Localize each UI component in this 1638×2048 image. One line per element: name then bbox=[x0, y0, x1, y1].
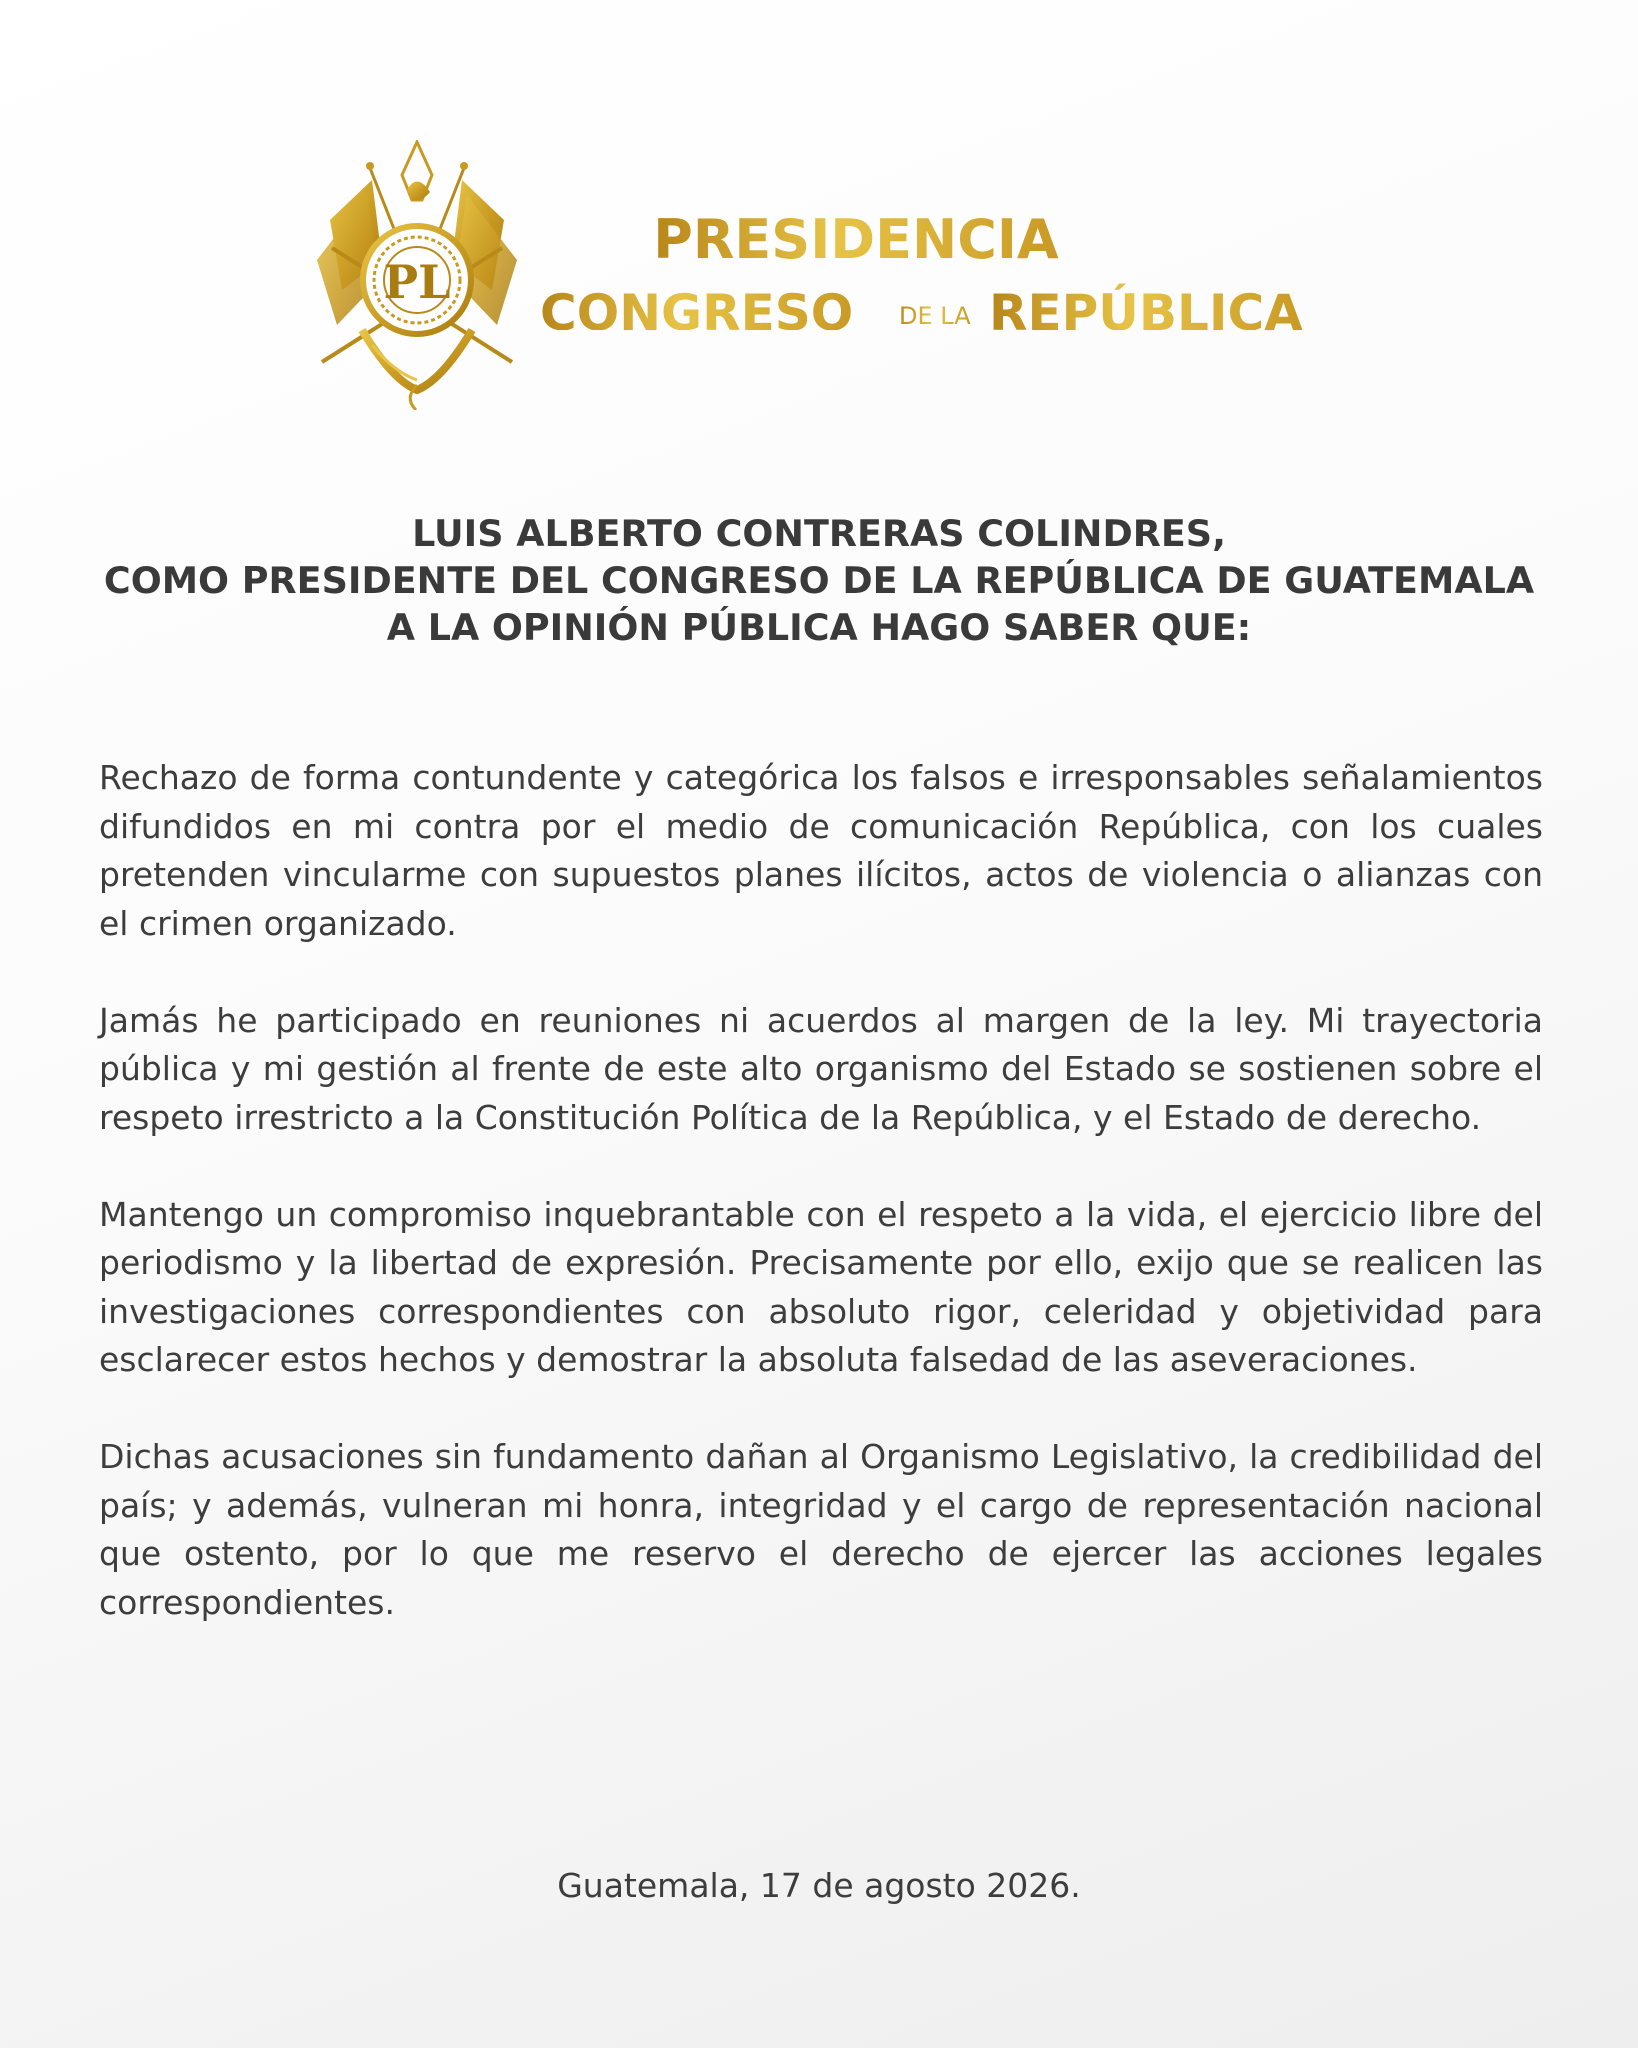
congress-emblem-icon bbox=[312, 140, 522, 410]
statement-date: Guatemala, 17 de agosto 2026. bbox=[557, 1866, 1081, 1905]
brand-line-presidencia: PRESIDENCIA bbox=[653, 208, 1059, 271]
brand-wordmark bbox=[536, 200, 1636, 330]
paragraph: Rechazo de forma contundente y categórica los falsos e irresponsables señalamientos difundidos en mi contra por el medio de comunicación República, con los cuales pretenden vincularme con supuestos planes ilícitos, actos de violencia o alianzas con el crimen organizado. bbox=[99, 758, 1543, 943]
heading-line-3: A LA OPINIÓN PÚBLICA HAGO SABER QUE: bbox=[386, 606, 1252, 649]
statement-body bbox=[99, 754, 1543, 1676]
header-logo bbox=[312, 140, 1332, 410]
brand-line-republica: REPÚBLICA bbox=[989, 284, 1303, 330]
brand-line-congreso: CONGRESO bbox=[540, 284, 854, 330]
paragraph: Dichas acusaciones sin fundamento dañan al Organismo Legislativo, la credibilidad del país; y además, vulneran mi honra, integridad y el cargo de representación nacional que ostento, por lo que me reservo el derecho de ejercer las acciones legales correspondientes. bbox=[99, 1437, 1543, 1622]
paragraph: Jamás he participado en reuniones ni acuerdos al margen de la ley. Mi trayectoria pública y mi gestión al frente de este alto organismo del Estado se sostienen sobre el respeto irrestricto a la Constitución Política de la República, y el Estado de derecho. bbox=[99, 1000, 1543, 1137]
brand-line-de-la: DE LA bbox=[899, 302, 971, 330]
paragraph: Mantengo un compromiso inquebrantable con el respeto a la vida, el ejercicio libre del periodismo y la libertad de expresión. Precisamente por ello, exijo que se realicen las investigaciones correspondientes con absoluto rigor, celeridad y objetividad para esclarecer estos hechos y demostrar la absoluta falsedad de las aseveraciones. bbox=[99, 1194, 1543, 1379]
emblem-monogram: PL bbox=[383, 255, 451, 309]
heading-line-2: COMO PRESIDENTE DEL CONGRESO DE LA REPÚBLICA DE GUATEMALA bbox=[103, 559, 1535, 602]
heading-line-1: LUIS ALBERTO CONTRERAS COLINDRES, bbox=[412, 512, 1226, 555]
statement-heading bbox=[60, 510, 1578, 651]
